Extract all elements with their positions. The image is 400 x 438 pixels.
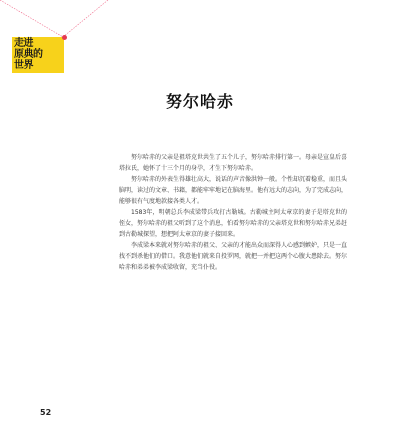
- series-logo: [12, 37, 64, 73]
- logo-dot: [62, 35, 67, 40]
- article-title: 努尔哈赤: [165, 92, 234, 111]
- page-number: 52: [40, 408, 52, 417]
- paragraph-1: 努尔哈赤的父亲是祖塔克世共生了五个儿子，努尔哈赤排行第一。母亲是宣皇后喜塔拉氏，她怀了十三个月的身孕，才生下努尔哈赤。: [119, 154, 348, 172]
- paragraph-2: 努尔哈赤的外表生得雄壮高大，说话的声音像洪钟一般。个性却沉着稳重，而且头脑明，读过的文章、书籍，都能牢牢地记在脑海里。他有远大的志向，为了完成志向，能够很有气度地款接各类人才。: [119, 176, 348, 205]
- paragraph-4: 李成梁本来就对努尔哈赤的祖父、父亲的才能出众而深得人心感到嫉妒，只是一直找不到杀他们的借口。我意他们就来自投罗网，就把一并把这两个心腹大患除去。努尔哈赤和弟弟被李成梁收留，充当仆役。: [119, 242, 348, 271]
- article-body: [119, 152, 347, 273]
- paragraph-3: 1583年，明朝总兵李成梁带兵攻打古勒城。古勒城主阿太章京的妻子是塔克世的侄女，努尔哈赤的祖父听到了这个消息，怕看努尔哈赤的父亲塔克世和努尔哈赤兄弟赶到古勒城探望，想把阿太章京的妻子接回来。: [119, 209, 348, 238]
- logo-line-1: 走进: [14, 38, 33, 49]
- logo-line-3: 世界: [14, 60, 33, 71]
- logo-line-2: 原典的: [14, 49, 43, 60]
